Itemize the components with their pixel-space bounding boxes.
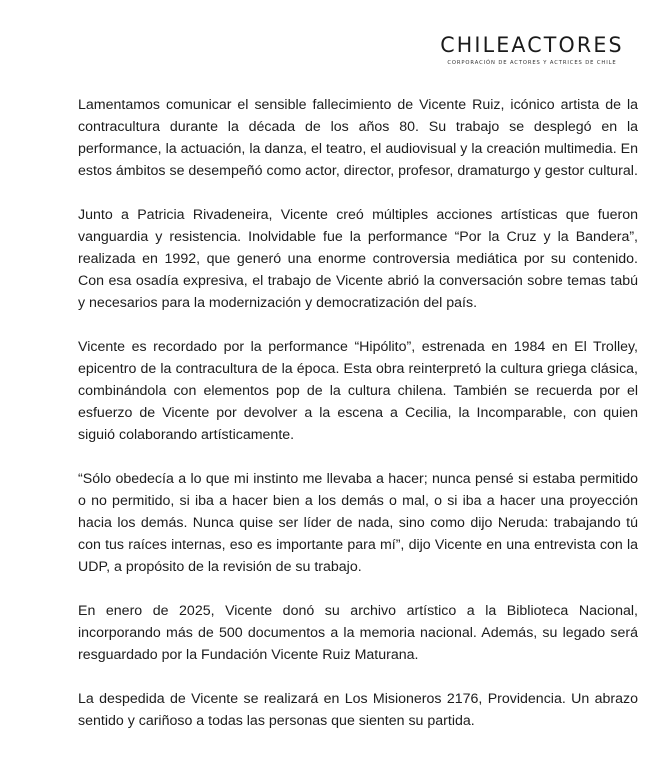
paragraph-intro: Lamentamos comunicar el sensible fallecimiento de Vicente Ruiz, icónico artista de la contracultura durante la década de los años 80. Su trabajo se desplegó en la performance, la actuación, la danza, el teatro, el audiovisual y la creación multimedia. En estos ámbitos se desempeñó como actor, director, profesor, dramaturgo y gestor cultural.: [78, 97, 638, 179]
logo-tagline: CORPORACIÓN DE ACTORES Y ACTRICES DE CHILE: [447, 60, 617, 66]
paragraph-quote: “Sólo obedecía a lo que mi instinto me llevaba a hacer; nunca pensé si estaba permitido o no permitido, si iba a hacer bien a los demás o mal, o si iba a hacer una proyección hacia los demás. Nunca quise ser líder de nada, sino como dijo Neruda: trabajando tú con tus raíces internas, eso es importante para mí”, dijo Vicente en una entrevista con la UDP, a propósito de la revisión de su trabajo.: [78, 471, 638, 575]
paragraph-hipolito: Vicente es recordado por la performance “Hipólito”, estrenada en 1984 en El Trolley, epicentro de la contracultura de la época. Esta obra reinterpretó la cultura griega clásica, combinándola con elementos pop de la cultura chilena. También se recuerda por el esfuerzo de Vicente por devolver a la escena a Cecilia, la Incomparable, con quien siguió colaborando artísticamente.: [78, 339, 638, 443]
paragraph-farewell: La despedida de Vicente se realizará en Los Misioneros 2176, Providencia. Un abrazo sentido y cariñoso a todas las personas que sienten su partida.: [78, 691, 638, 729]
paragraph-patricia-rivadeneira: Junto a Patricia Rivadeneira, Vicente creó múltiples acciones artísticas que fueron vanguardia y resistencia. Inolvidable fue la performance “Por la Cruz y la Bandera”, realizada en 1992, que generó una enorme controversia mediática por su contenido. Con esa osadía expresiva, el trabajo de Vicente abrió la conversación sobre temas tabú y necesarios para la modernización y democratización del país.: [78, 207, 638, 311]
paragraph-archive-donation: En enero de 2025, Vicente donó su archivo artístico a la Biblioteca Nacional, incorporando más de 500 documentos a la memoria nacional. Además, su legado será resguardado por la Fundación Vicente Ruiz Maturana.: [78, 603, 638, 663]
chileactores-logo: [424, 34, 640, 66]
logo-wordmark: CHILEACTORES: [440, 33, 624, 57]
statement-body: [78, 94, 638, 754]
